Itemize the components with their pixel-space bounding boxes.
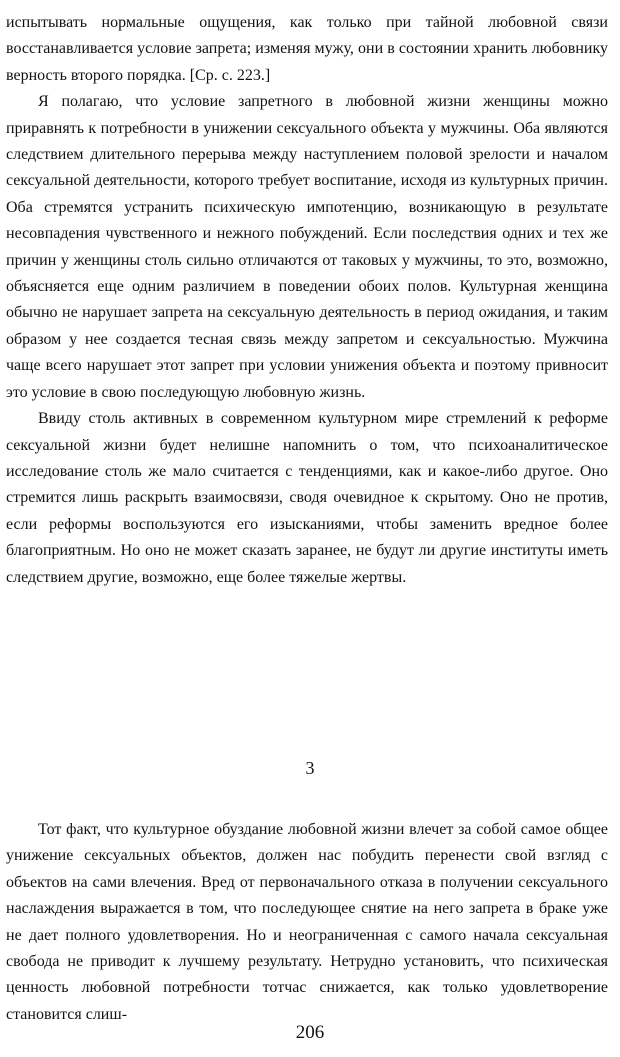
body-text-section-3 bbox=[6, 817, 608, 1028]
body-text-top bbox=[6, 10, 608, 591]
paragraph-reform: Ввиду столь активных в современном культурном мире стремлений к реформе сексуальной жизни будет нелишне напомнить о том, что психоаналитическое исследование столь же мало считается с тенденциями, как и какое-либо другое. Оно стремится лишь раскрыть взаимосвязи, сводя очевидное к скрытому. Оно не против, если реформы воспользуются его изысканиями, чтобы заменить вредное более благоприятным. Но оно не может сказать заранее, не будут ли другие институты иметь следствием другие, возможно, еще более тяжелые жертвы. bbox=[6, 410, 608, 586]
paragraph-cultural-restraint: Тот факт, что культурное обуздание любовной жизни влечет за собой самое общее унижение сексуальных объектов, должен нас побудить перенести свой взгляд с объектов на сами влечения. Вред от первоначального отказа в получении сексуального наслаждения выражается в том, что последующее снятие на него запрета в браке уже не дает полного удовлетворения. Но и неограниченная с самого начала сексуальная свобода не приводит к лучшему результату. Нетрудно установить, что психическая ценность любовной потребности тотчас снижается, как только удовлетворение становится слиш- bbox=[6, 821, 608, 1023]
paragraph-prohibition: Я полагаю, что условие запретного в любовной жизни женщины можно приравнять к потребности в унижении сексуального объекта у мужчины. Оба являются следствием длительного перерыва между наступлением половой зрелости и началом сексуальной деятельности, которого требует воспитание, исходя из культурных причин. Оба стремятся устранить психическую импотенцию, возникающую в результате несовпадения чувственного и нежного побуждений. Если последствия одних и тех же причин у женщины столь сильно отличаются от таковых у мужчины, то это, возможно, объясняется еще одним различием в поведении обоих полов. Культурная женщина обычно не нарушает запрета на сексуальную деятельность в период ожидания, и таким образом у нее создается тесная связь между запретом и сексуальностью. Мужчина чаще всего нарушает этот запрет при условии унижения объекта и поэтому привносит это условие в свою последующую любовную жизнь. bbox=[6, 93, 608, 401]
page-number: 206 bbox=[295, 1022, 325, 1043]
section-number: 3 bbox=[305, 758, 315, 778]
paragraph-continued: испытывать нормальные ощущения, как только при тайной любовной связи восстанавливается условие запрета; изменяя мужу, они в состоянии хранить любовнику верность второго порядка. [Ср. с. 223.] bbox=[6, 14, 608, 84]
